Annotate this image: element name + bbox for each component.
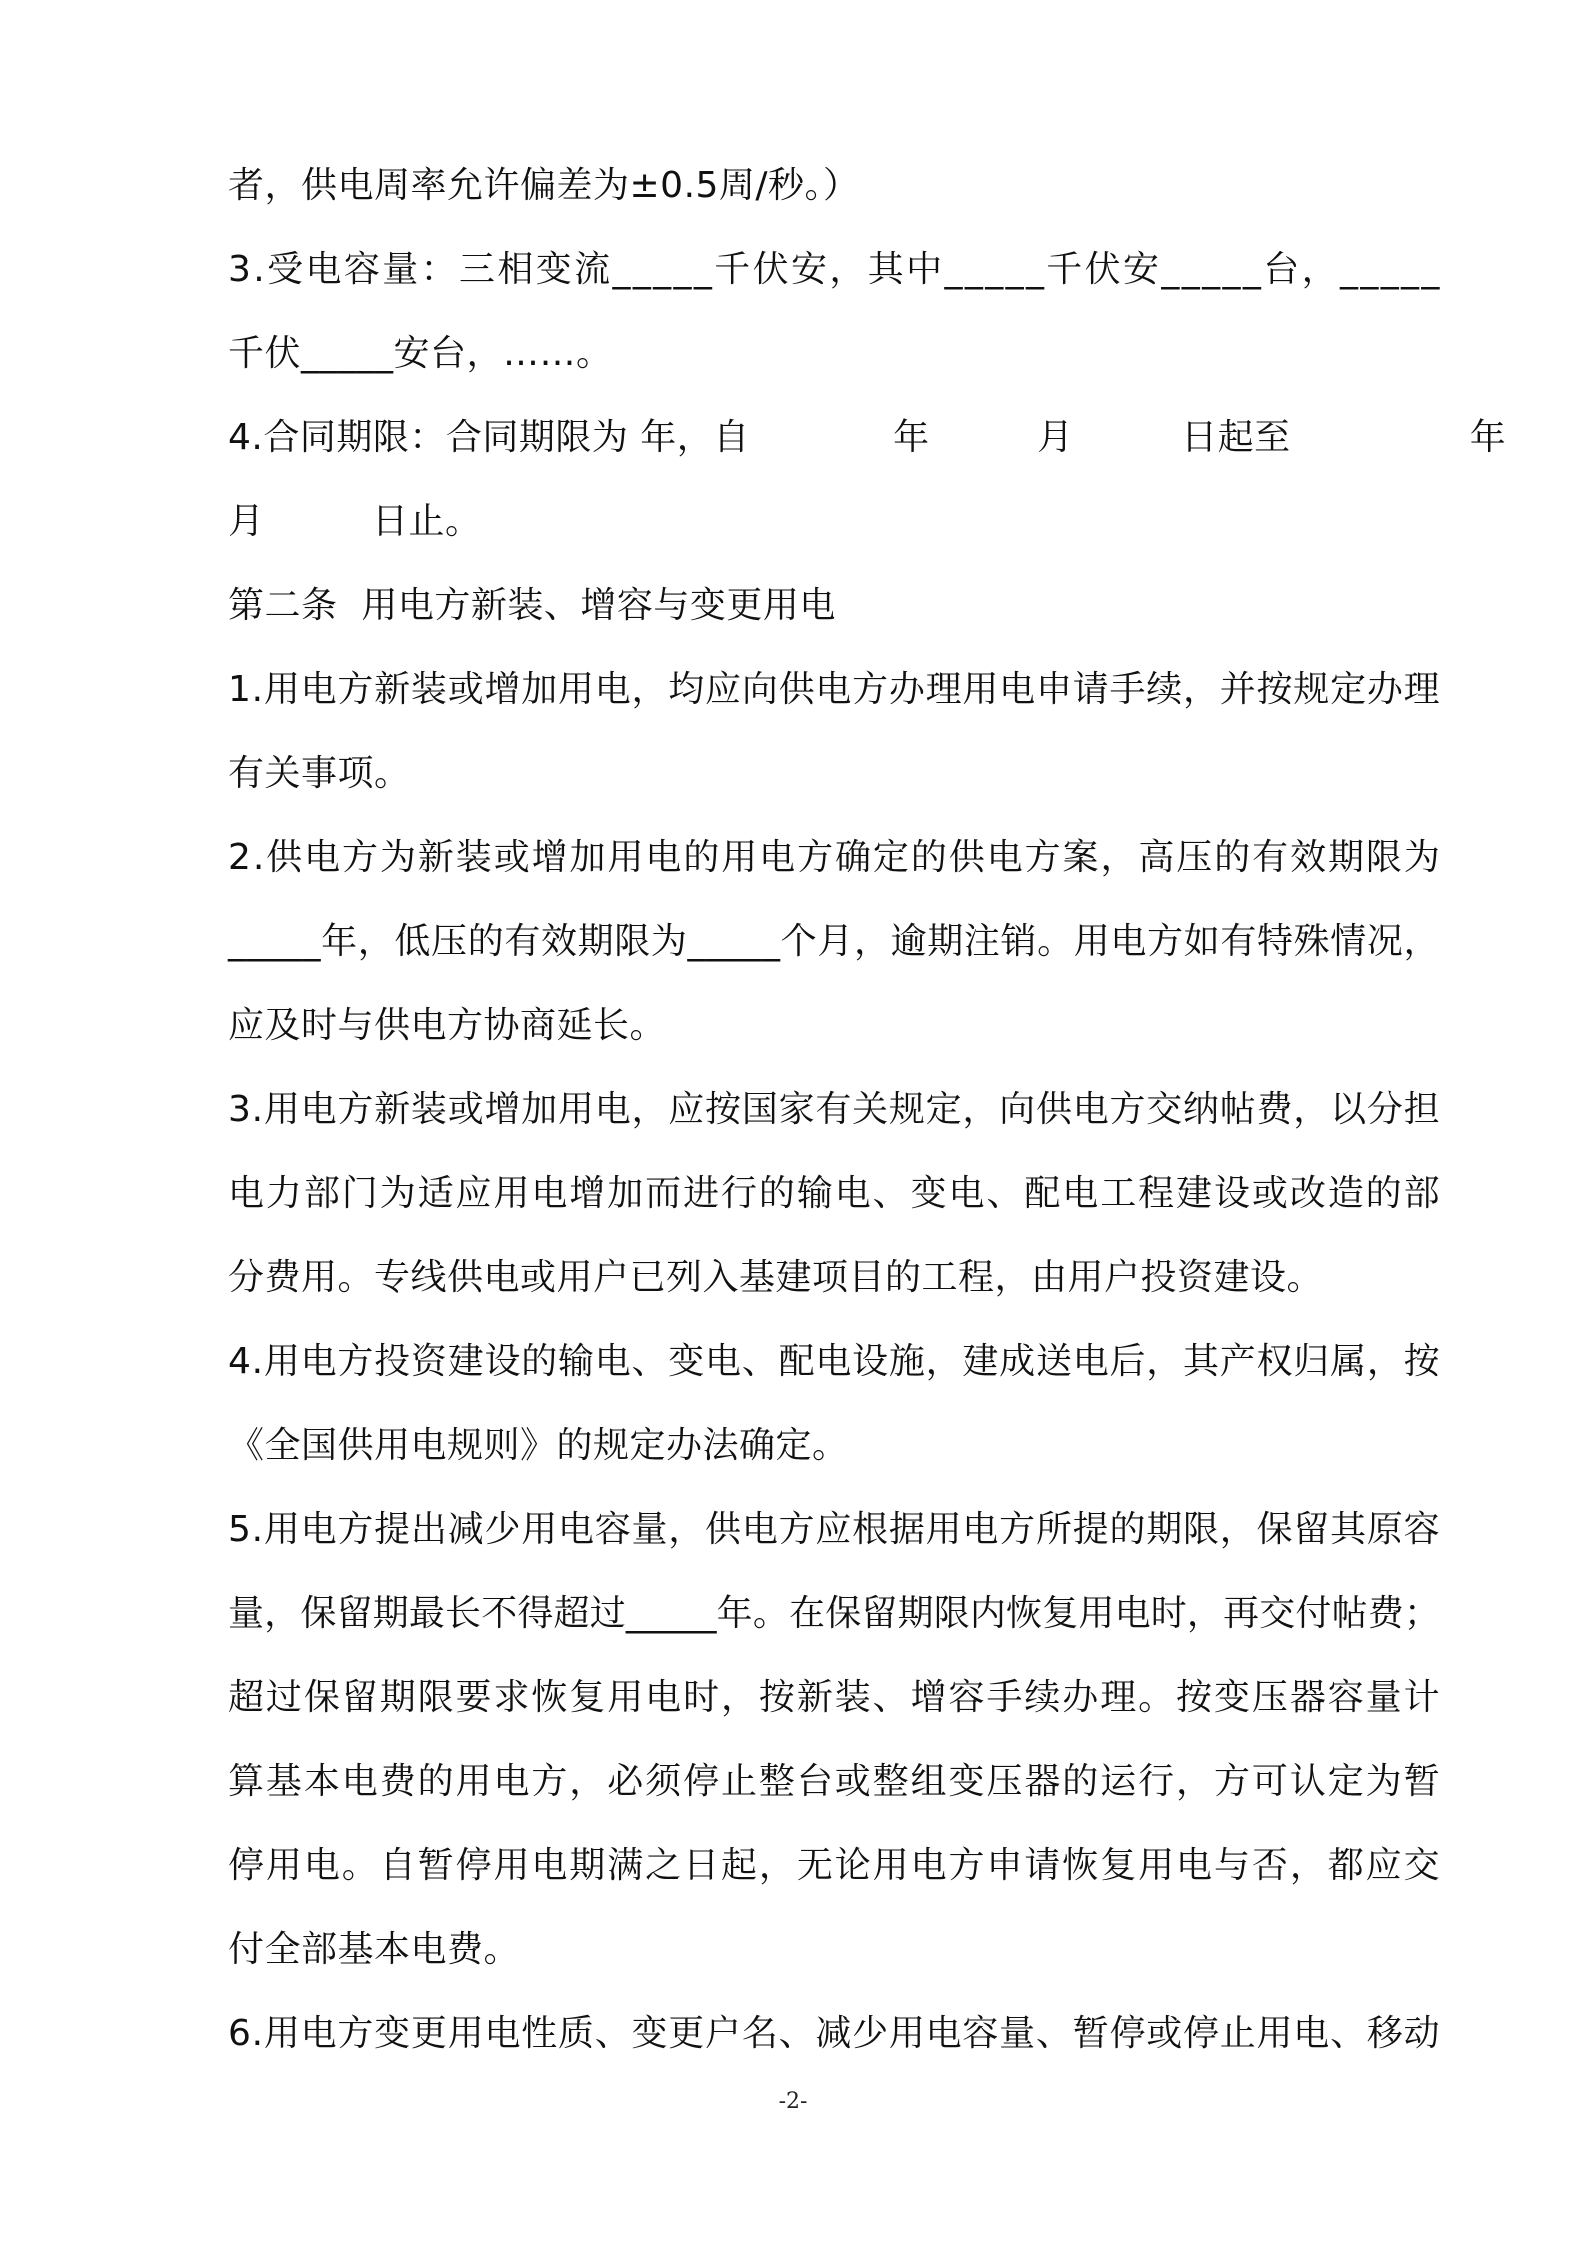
text-line-1: 者，供电周率允许偏差为±0.5周/秒。） bbox=[228, 165, 860, 206]
text-line-8: 有关事项。 bbox=[228, 753, 411, 794]
text-line-20: 算 基 本 电 费 的 用 电 方 ， 必 须 停 止 整 台 或 整 组 变 压 器 的 运 行 ， 方 可 认 定 为 暂 bbox=[228, 1761, 1440, 1802]
text-line-7: 1 . 用 电 方 新 装 或 增 加 用 电 ， 均 应 向 供 电 方 办 理 用 电 申 请 手 续 ， 并 按 规 定 办 理 bbox=[228, 669, 1440, 710]
text-line-15: 4 . 用 电 方 投 资 建 设 的 输 电 、 变 电 、 配 电 设 施 ， 建 成 送 电 后 ， 其 产 权 归 属 ， 按 bbox=[228, 1341, 1440, 1382]
page-number: -2- bbox=[778, 2089, 808, 2114]
text-line-21: 停 用 电 。 自 暂 停 用 电 期 满 之 日 起 ， 无 论 用 电 方 申 请 恢 复 用 电 与 否 ， 都 应 交 bbox=[228, 1845, 1440, 1886]
text-line-13: 电 力 部 门 为 适 应 用 电 增 加 而 进 行 的 输 电 、 变 电 、 配 电 工 程 建 设 或 改 造 的 部 bbox=[228, 1173, 1440, 1214]
text-line-5: 月 日止。 bbox=[228, 501, 482, 542]
text-line-14: 分费用。专线供电或用户已列入基建项目的工程，由用户投资建设。 bbox=[228, 1257, 1324, 1298]
text-line-19: 超 过 保 留 期 限 要 求 恢 复 用 电 时 ， 按 新 装 、 增 容 手 续 办 理 。 按 变 压 器 容 量 计 bbox=[228, 1677, 1440, 1718]
text-line-11: 应及时与供电方协商延长。 bbox=[228, 1005, 667, 1046]
text-line-23: 6 . 用 电 方 变 更 用 电 性 质 、 变 更 户 名 、 减 少 用 电 容 量 、 暂 停 或 停 止 用 电 、 移 动 bbox=[228, 2013, 1440, 2054]
text-line-22: 付全部基本电费。 bbox=[228, 1929, 521, 1970]
text-line-2: 3 . 受 电 容 量 ： 三 相 变 流 _ _ _ _ _ 千 伏 安 ， 其 中 _ _ _ _ _ 千 伏 安 _ _ _ _ _ 台 ， _ _ _ _ _ bbox=[228, 249, 1440, 290]
text-line-3: 千伏_____安台，……。 bbox=[228, 333, 613, 374]
article-heading: 第二条 用电方新装、增容与变更用电 bbox=[228, 585, 836, 626]
text-line-12: 3 . 用 电 方 新 装 或 增 加 用 电 ， 应 按 国 家 有 关 规 定 ， 向 供 电 方 交 纳 帖 费 ， 以 分 担 bbox=[228, 1089, 1440, 1130]
text-line-17: 5 . 用 电 方 提 出 减 少 用 电 容 量 ， 供 电 方 应 根 据 用 电 方 所 提 的 期 限 ， 保 留 其 原 容 bbox=[228, 1509, 1440, 1550]
text-line-16: 《全国供用电规则》的规定办法确定。 bbox=[228, 1425, 849, 1466]
text-line-10: _ _ _ _ _ 年 ， 低 压 的 有 效 期 限 为 _ _ _ _ _ 个 月 ， 逾 期 注 销 。 用 电 方 如 有 特 殊 情 况 ， bbox=[228, 921, 1440, 962]
text-line-4: 4.合同期限：合同期限为 年，自 年 月 日起至 年 bbox=[228, 417, 1507, 458]
text-line-9: 2 . 供 电 方 为 新 装 或 增 加 用 电 的 用 电 方 确 定 的 供 电 方 案 ， 高 压 的 有 效 期 限 为 bbox=[228, 837, 1440, 878]
text-line-18: 量 ， 保 留 期 最 长 不 得 超 过 _ _ _ _ _ 年 。 在 保 留 期 限 内 恢 复 用 电 时 ， 再 交 付 帖 费 ； bbox=[228, 1593, 1440, 1634]
